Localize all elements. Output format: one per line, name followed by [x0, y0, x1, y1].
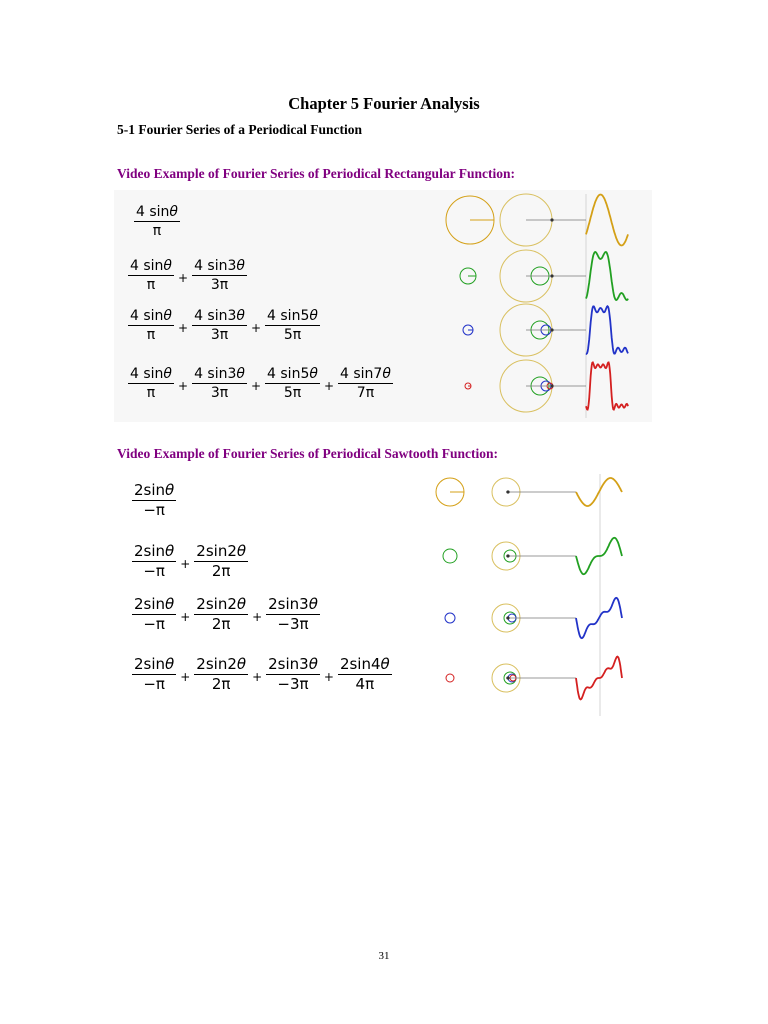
plus-sign: + [252, 609, 263, 624]
waveform-curve [586, 306, 628, 354]
waveform-curve [586, 362, 628, 409]
plus-sign: + [323, 669, 334, 684]
plus-sign: + [252, 669, 263, 684]
saw-term-3: $\frac{2\sin 3\theta}{-3\pi}$ [268, 595, 318, 634]
plus-sign: + [250, 320, 262, 335]
saw-term-2: $\frac{2\sin 2\theta}{2\pi}$ [196, 542, 247, 581]
epicycle-tip-dot [506, 490, 509, 493]
saw-term-1: $\frac{2\sin\theta}{-\pi}$ [134, 655, 175, 694]
waveform-curve [586, 195, 628, 246]
plus-sign: + [180, 669, 191, 684]
saw-series-row-4 [132, 656, 392, 694]
rectangular-epicycle-animation [440, 190, 652, 422]
small-term-circle [443, 549, 457, 563]
saw-series-row-1 [132, 482, 176, 520]
waveform-curve [576, 538, 622, 574]
epicycle-tip-dot [506, 676, 509, 679]
saw-series-row-2 [132, 543, 248, 581]
plus-sign: + [178, 320, 189, 335]
saw-term-3: $\frac{2\sin 3\theta}{-3\pi}$ [268, 655, 318, 694]
epicycle-tip-dot [550, 384, 553, 387]
epicycle-tip-dot [550, 218, 553, 221]
plus-sign: + [323, 378, 334, 393]
saw-term-1: $\frac{2\sin\theta}{-\pi}$ [134, 481, 175, 520]
rect-term-3: $\frac{4 \sin 5\theta}{5\pi}$ [267, 308, 318, 344]
plus-sign: + [180, 609, 191, 624]
small-term-circle [445, 613, 455, 623]
rect-series-row-4 [128, 366, 393, 401]
rectangular-video-label: Video Example of Fourier Series of Periodical Rectangular Function: [117, 166, 515, 181]
rect-term-1: $\frac{4 \sin\theta}{\pi}$ [130, 258, 172, 294]
saw-term-1: $\frac{2\sin\theta}{-\pi}$ [134, 595, 175, 634]
epicycle-tip-dot [550, 328, 553, 331]
rect-series-row-2 [128, 258, 247, 293]
rect-term-2: $\frac{4 \sin 3\theta}{3\pi}$ [194, 308, 245, 344]
section-heading: 5-1 Fourier Series of a Periodical Function [117, 122, 362, 137]
rect-series-row-3 [128, 308, 320, 343]
sawtooth-video-label: Video Example of Fourier Series of Periodical Sawtooth Function: [117, 446, 498, 461]
waveform-curve [576, 598, 622, 638]
plus-sign: + [250, 378, 262, 393]
saw-term-4: $\frac{2\sin 4\theta}{4\pi}$ [339, 655, 390, 694]
sawtooth-epicycle-animation [430, 470, 652, 720]
page-number: 31 [378, 950, 390, 962]
rect-term-1: $\frac{4 \sin\theta}{\pi}$ [130, 308, 172, 344]
plus-sign: + [178, 378, 189, 393]
rect-term-1: $\frac{4 \sin\theta}{\pi}$ [136, 204, 178, 240]
waveform-curve [576, 478, 622, 506]
rect-term-2: $\frac{4 \sin 3\theta}{3\pi}$ [194, 366, 245, 402]
rect-series-row-1 [134, 204, 180, 239]
plus-sign: + [178, 270, 189, 285]
epicycle-tip-dot [550, 274, 553, 277]
saw-series-row-3 [132, 596, 320, 634]
plus-sign: + [180, 556, 191, 571]
waveform-curve [576, 657, 622, 700]
rect-term-3: $\frac{4 \sin 5\theta}{5\pi}$ [267, 366, 318, 402]
saw-term-1: $\frac{2\sin\theta}{-\pi}$ [134, 542, 175, 581]
saw-term-2: $\frac{2\sin 2\theta}{2\pi}$ [196, 595, 247, 634]
epicycle-tip-dot [506, 554, 509, 557]
chapter-title: Chapter 5 Fourier Analysis [288, 94, 480, 113]
waveform-curve [586, 252, 628, 300]
epicycle-tip-dot [506, 616, 509, 619]
rect-term-1: $\frac{4 \sin\theta}{\pi}$ [130, 366, 172, 402]
rectangular-fourier-video[interactable] [114, 190, 652, 422]
small-term-circle [446, 674, 454, 682]
saw-term-2: $\frac{2\sin 2\theta}{2\pi}$ [196, 655, 247, 694]
rect-term-4: $\frac{4 \sin 7\theta}{7\pi}$ [340, 366, 391, 402]
rect-term-2: $\frac{4 \sin 3\theta}{3\pi}$ [194, 258, 245, 294]
sawtooth-fourier-video[interactable] [114, 470, 652, 720]
